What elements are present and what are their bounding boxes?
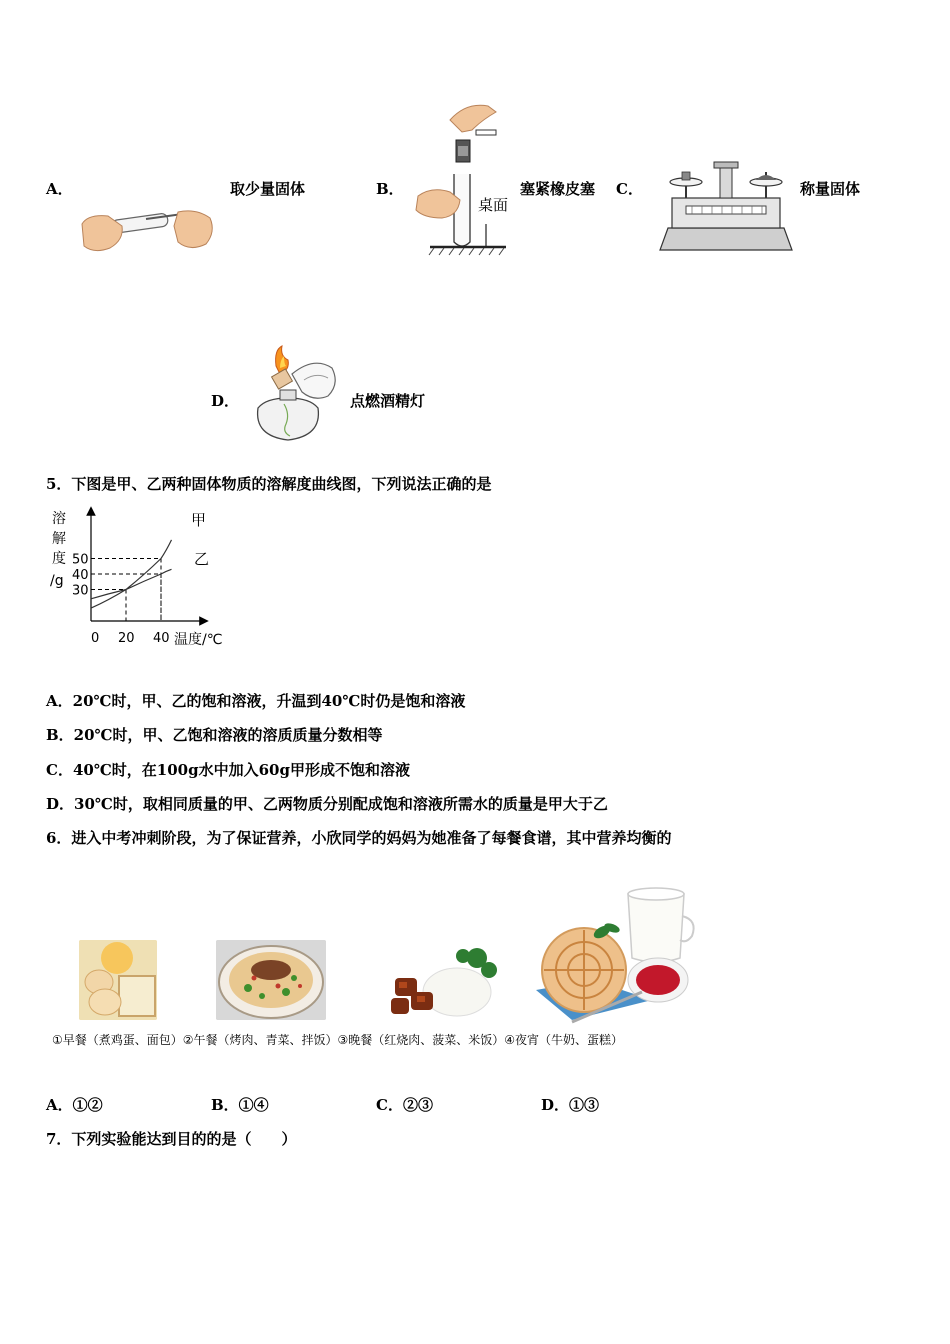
y-tick-30: 30 (72, 583, 89, 599)
series-label-yi: 乙 (194, 550, 210, 568)
q5-option-b: B．20℃时，甲、乙饱和溶液的溶质质量分数相等 (46, 726, 383, 744)
q6-option-d: D．①③ (541, 1096, 600, 1114)
ylabel-char-3: 度 (52, 551, 66, 567)
option-c-text: 称量固体 (800, 180, 861, 198)
solubility-chart (44, 505, 244, 655)
option-d-text: 点燃酒精灯 (350, 392, 426, 410)
q6-option-b: B．①④ (211, 1096, 269, 1114)
series-curve-甲 (91, 540, 172, 608)
test-tube-on-desk-illustration (410, 100, 520, 260)
late-snack-image (532, 880, 708, 1026)
y-tick-40: 40 (72, 568, 89, 583)
q6-option-a: A．①② (46, 1096, 103, 1114)
ylabel-char-2: 解 (52, 531, 66, 547)
q7-stem: 7．下列实验能达到目的的是（ ） (46, 1130, 297, 1148)
ylabel-char-4: /g (50, 573, 64, 589)
series-label-jia: 甲 (191, 511, 207, 529)
xlabel: 温度/℃ (174, 632, 223, 648)
q5-option-a: A．20℃时，甲、乙的饱和溶液，升温到40℃时仍是饱和溶液 (46, 692, 466, 710)
hands-taking-solid-illustration (78, 204, 218, 260)
desk-label: 桌面 (478, 196, 509, 214)
x-tick-0: 0 (91, 631, 100, 646)
q5-option-d: D．30℃时，取相同质量的甲、乙两物质分别配成饱和溶液所需水的质量是甲大于乙 (46, 795, 608, 813)
lighting-alcohol-lamp-illustration (244, 344, 340, 446)
option-a-letter: A． (46, 180, 73, 198)
meal-captions: ①早餐（煮鸡蛋、面包）②午餐（烤肉、青菜、拌饭）③晚餐（红烧肉、菠菜、米饭）④夜宵（牛奶、蛋糕） (52, 1033, 624, 1047)
option-b-letter: B． (376, 180, 404, 198)
ylabel-char-1: 溶 (52, 511, 66, 527)
x-tick-20: 20 (118, 631, 135, 646)
series-curve-乙 (91, 569, 172, 598)
dinner-image (389, 948, 497, 1022)
option-a-text: 取少量固体 (230, 180, 306, 198)
balance-scale-illustration (656, 158, 796, 252)
lunch-image (216, 940, 326, 1020)
q5-option-c: C．40℃时，在100g水中加入60g甲形成不饱和溶液 (46, 761, 410, 779)
q6-option-c: C．②③ (376, 1096, 433, 1114)
q5-stem: 5．下图是甲、乙两种固体物质的溶解度曲线图，下列说法正确的是 (46, 475, 492, 493)
option-c-letter: C． (616, 180, 643, 198)
x-tick-40: 40 (153, 631, 170, 646)
q6-stem: 6．进入中考冲刺阶段，为了保证营养，小欣同学的妈妈为她准备了每餐食谱，其中营养均衡的 (46, 829, 672, 847)
y-tick-50: 50 (72, 552, 89, 568)
option-b-text: 塞紧橡皮塞 (520, 180, 596, 198)
breakfast-image (79, 940, 157, 1020)
option-d-letter: D． (211, 392, 240, 410)
